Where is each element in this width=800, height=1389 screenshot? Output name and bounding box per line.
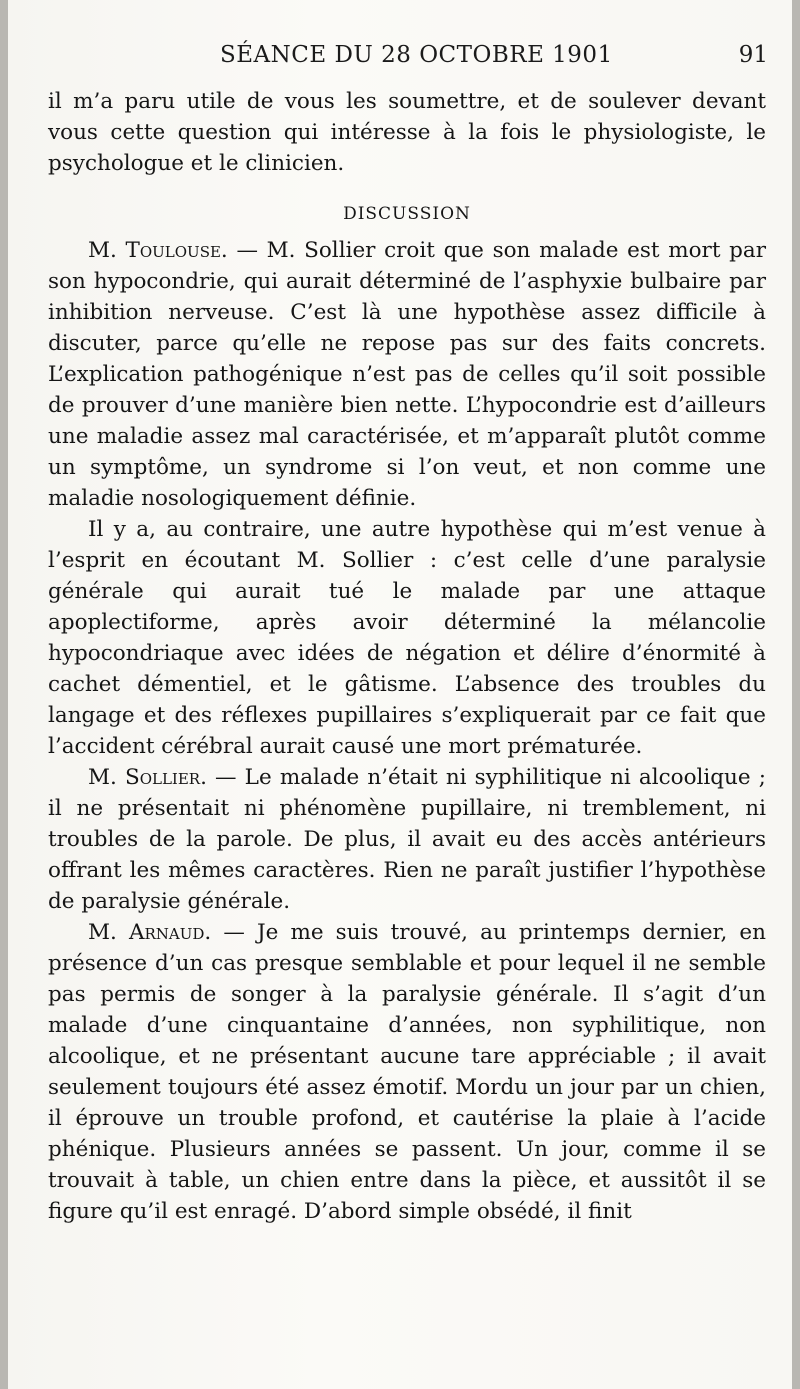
paragraph-text: — M. Sollier croit que son malade est mort par son hypocondrie, qui aurait déterminé de l’asphyxie bulbaire par inhibition nerveuse. C’est là une hypothèse assez difficile à discuter, parce qu’elle ne repose pas sur des faits concrets. L’explication pathogénique n’est pas de celles qu’il soit possible de prouver d’une manière bien nette. L’hypocondrie est d’ailleurs une maladie assez mal caractérisée, et m’apparaît plutôt comme un symptôme, un syndrome si l’on veut, et non comme une maladie nosologiquement définie. (48, 238, 766, 511)
paragraph-sollier (48, 762, 766, 917)
paragraph-continuation: il m’a paru utile de vous les soumettre, et de soulever devant vous cette question qui intéresse à la fois le physiologiste, le psychologue et le clinicien. (48, 89, 766, 176)
page-body (48, 86, 766, 1227)
paragraph-text: — Le malade n’était ni syphilitique ni alcoolique ; il ne présentait ni phénomène pupillaire, ni tremblement, ni troubles de la parole. De plus, il avait eu des accès antérieurs offrant les mêmes caractères. Rien ne paraît justifier l’hypothèse de paralysie générale. (48, 765, 766, 914)
speaker-name: M. Arnaud. (88, 920, 212, 945)
section-heading: DISCUSSION (343, 204, 471, 224)
speaker-name: M. Sollier. (88, 765, 207, 790)
book-page (8, 0, 792, 1389)
page-number: 91 (738, 42, 768, 68)
paragraph-text: — Je me suis trouvé, au printemps dernier, en présence d’un cas presque semblable et pour lequel il ne semble pas permis de songer à la paralysie générale. Il s’agit d’un malade d’une cinquantaine d’années, non syphilitique, non alcoolique, et ne présentant aucune tare appréciable ; il avait seulement toujours été assez émotif. Mordu un jour par un chien, il éprouve un trouble profond, et cautérise la plaie à l’acide phénique. Plusieurs années se passent. Un jour, comme il se trouvait à table, un chien entre dans la pièce, et aussitôt il se figure qu’il est enragé. D’abord simple obsédé, il finit (48, 920, 766, 1224)
speaker-name: M. Toulouse. (88, 238, 228, 263)
running-head: SÉANCE DU 28 OCTOBRE 1901 (220, 42, 613, 68)
page-header (48, 40, 768, 76)
paragraph-toulouse (48, 235, 766, 514)
paragraph-hypothesis: Il y a, au contraire, une autre hypothèse qui m’est venue à l’esprit en écoutant M. Sollier : c’est celle d’une paralysie générale qui aurait tué le malade par une attaque apoplectiforme, après avoir déterminé la mélancolie hypocondriaque avec idées de négation et délire d’énormité à cachet démentiel, et le gâtisme. L’absence des troubles du langage et des réflexes pupillaires s’expliquerait par ce fait que l’accident cérébral aurait causé une mort prématurée. (48, 517, 766, 759)
paragraph-arnaud (48, 917, 766, 1227)
